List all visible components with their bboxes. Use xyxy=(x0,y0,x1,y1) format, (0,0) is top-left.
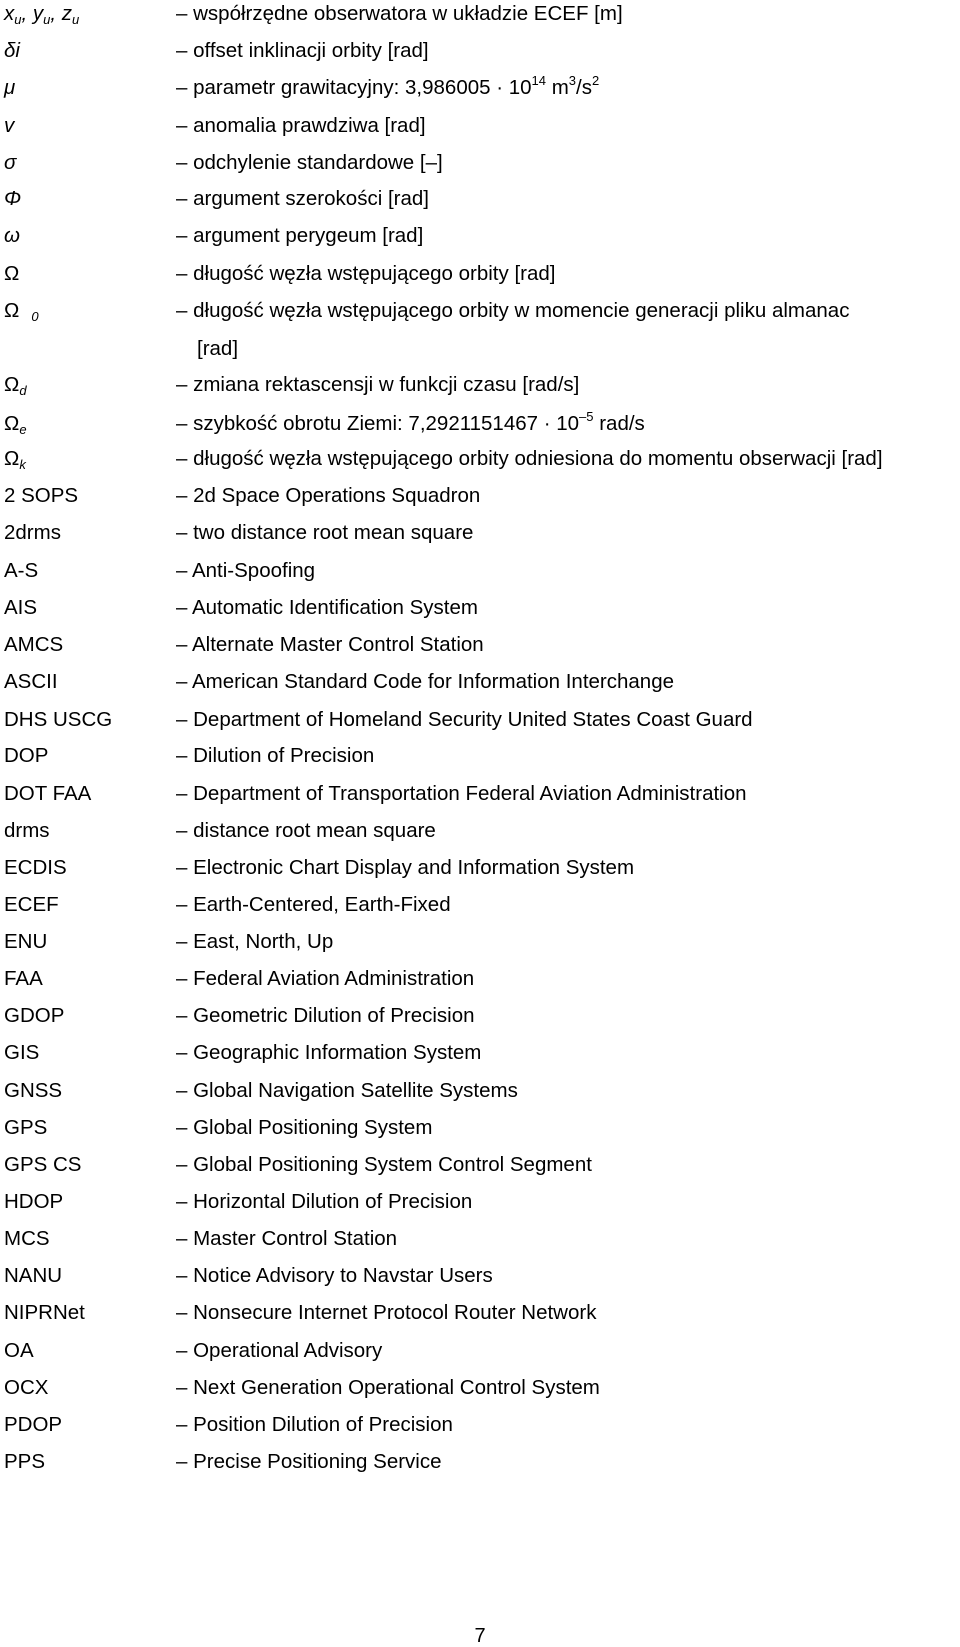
definition: – Earth-Centered, Earth-Fixed xyxy=(176,893,451,916)
abbreviation: A-S xyxy=(4,559,39,582)
symbol-entry-inclination-offset xyxy=(0,39,960,75)
abbreviation-entry-gdop xyxy=(0,1004,960,1040)
abbreviation: PDOP xyxy=(4,1413,63,1436)
definition: – anomalia prawdziwa [rad] xyxy=(176,114,426,137)
symbol: δi xyxy=(4,39,20,62)
definition: – długość węzła wstępującego orbity odniesiona do momentu obserwacji [rad] xyxy=(176,447,883,470)
abbreviation: GPS CS xyxy=(4,1153,82,1176)
abbreviation-entry-ecdis xyxy=(0,856,960,892)
abbreviation: ECEF xyxy=(4,893,59,916)
abbreviation: DOT FAA xyxy=(4,782,92,805)
definition: – Notice Advisory to Navstar Users xyxy=(176,1264,493,1287)
abbreviation-entry-2drms xyxy=(0,521,960,557)
abbreviation: GIS xyxy=(4,1041,40,1064)
definition: – odchylenie standardowe [–] xyxy=(176,151,443,174)
definition: – argument szerokości [rad] xyxy=(176,187,429,210)
page-number: 7 xyxy=(474,1625,486,1647)
abbreviation-entry-gps xyxy=(0,1116,960,1152)
symbol: v xyxy=(4,114,15,137)
definition: – Department of Transportation Federal Aviation Administration xyxy=(176,782,747,805)
abbreviation-entry-dop xyxy=(0,744,960,780)
definition: – Alternate Master Control Station xyxy=(176,633,484,656)
symbol-entry-ascending-node-longitude-observation xyxy=(0,447,960,483)
definition: – długość węzła wstępującego orbity [rad] xyxy=(176,262,556,285)
symbol: μ xyxy=(4,76,16,99)
abbreviation-entry-a-s xyxy=(0,559,960,595)
definition: – Dilution of Precision xyxy=(176,744,375,767)
abbreviation: GNSS xyxy=(4,1079,63,1102)
abbreviation: 2drms xyxy=(4,521,61,544)
abbreviation-entry-niprnet xyxy=(0,1301,960,1337)
definition: – Position Dilution of Precision xyxy=(176,1413,453,1436)
abbreviation: ECDIS xyxy=(4,856,67,879)
abbreviation: AIS xyxy=(4,596,38,619)
abbreviation-entry-pdop xyxy=(0,1413,960,1449)
symbol-entry-true-anomaly xyxy=(0,114,960,150)
abbreviation: HDOP xyxy=(4,1190,64,1213)
abbreviation: NANU xyxy=(4,1264,63,1287)
abbreviation-entry-drms xyxy=(0,819,960,855)
definition: – Anti-Spoofing xyxy=(176,559,316,582)
abbreviation-entry-ais xyxy=(0,596,960,632)
symbol-entry-observer-coordinates xyxy=(0,2,960,38)
symbol: σ xyxy=(4,151,17,174)
abbreviation: NIPRNet xyxy=(4,1301,85,1324)
symbol: Φ xyxy=(4,187,22,210)
symbol-entry-gravitational-parameter xyxy=(0,73,960,112)
definition: – Precise Positioning Service xyxy=(176,1450,442,1473)
definition: – argument perygeum [rad] xyxy=(176,224,424,247)
abbreviation: DOP xyxy=(4,744,49,767)
definition: – parametr grawitacyjny: $3,986005 \cdot 10^{14}$ $m^3/s^2$ xyxy=(176,73,600,99)
abbreviation-entry-pps xyxy=(0,1450,960,1486)
abbreviation-entry-hdop xyxy=(0,1190,960,1226)
definition: – distance root mean square xyxy=(176,819,436,842)
abbreviation: AMCS xyxy=(4,633,64,656)
definition: – Department of Homeland Security United States Coast Guard xyxy=(176,708,753,731)
symbol-entry-right-ascension-rate xyxy=(0,373,960,409)
symbol-entry-earth-rotation-rate xyxy=(0,409,960,448)
abbreviation: DHS USCG xyxy=(4,708,113,731)
definition-continuation: [rad] xyxy=(197,337,239,360)
definition: – 2d Space Operations Squadron xyxy=(176,484,481,507)
abbreviation-entry-oa xyxy=(0,1339,960,1375)
definition: – Electronic Chart Display and Information System xyxy=(176,856,635,879)
definition: – szybkość obrotu Ziemi: $7,2921151467 \cdot 10^{-5}$ rad/s xyxy=(176,409,645,435)
definition: – Geographic Information System xyxy=(176,1041,482,1064)
abbreviation: PPS xyxy=(4,1450,46,1473)
abbreviation-entry-ocx xyxy=(0,1376,960,1412)
abbreviation-entry-faa xyxy=(0,967,960,1003)
abbreviation-entry-gis xyxy=(0,1041,960,1077)
definition: – Master Control Station xyxy=(176,1227,398,1250)
definition: – Automatic Identification System xyxy=(176,596,478,619)
abbreviation-entry-dhs-uscg xyxy=(0,708,960,744)
definition: – Horizontal Dilution of Precision xyxy=(176,1190,473,1213)
definition: – zmiana rektascensji w funkcji czasu [rad/s] xyxy=(176,373,580,396)
abbreviation-entry-gnss xyxy=(0,1079,960,1115)
symbol-entry-standard-deviation xyxy=(0,151,960,187)
abbreviation-entry-2-sops xyxy=(0,484,960,520)
symbol: ω xyxy=(4,224,20,247)
abbreviation-entry-mcs xyxy=(0,1227,960,1263)
symbol: $\Omega_e$ xyxy=(4,412,27,437)
abbreviation-entry-ascii xyxy=(0,670,960,706)
abbreviation: GDOP xyxy=(4,1004,65,1027)
symbol-entry-argument-of-latitude xyxy=(0,187,960,223)
abbreviation: MCS xyxy=(4,1227,50,1250)
definition: – współrzędne obserwatora w układzie ECEF [m] xyxy=(176,2,623,25)
abbreviation: ASCII xyxy=(4,670,58,693)
symbol-entry-argument-of-perigee xyxy=(0,224,960,260)
symbol: $x_u$, $y_u$, $z_u$ xyxy=(4,2,80,27)
definition: – Next Generation Operational Control System xyxy=(176,1376,600,1399)
symbol: Ω xyxy=(4,262,20,285)
abbreviation-entry-amcs xyxy=(0,633,960,669)
symbol: $\Omega_d$ xyxy=(4,373,27,398)
abbreviation: OA xyxy=(4,1339,34,1362)
definition: – Global Positioning System Control Segment xyxy=(176,1153,592,1176)
definition: – Operational Advisory xyxy=(176,1339,383,1362)
symbol-entry-ascending-node-longitude xyxy=(0,262,960,298)
definition: – East, North, Up xyxy=(176,930,334,953)
abbreviation-entry-nanu xyxy=(0,1264,960,1300)
definition: – American Standard Code for Information Interchange xyxy=(176,670,675,693)
abbreviation: ENU xyxy=(4,930,48,953)
abbreviation: drms xyxy=(4,819,50,842)
definition: – Nonsecure Internet Protocol Router Network xyxy=(176,1301,597,1324)
definition: – Federal Aviation Administration xyxy=(176,967,475,990)
abbreviation: OCX xyxy=(4,1376,49,1399)
abbreviation-entry-ecef xyxy=(0,893,960,929)
definition: – two distance root mean square xyxy=(176,521,474,544)
definition: – Geometric Dilution of Precision xyxy=(176,1004,475,1027)
definition: – offset inklinacji orbity [rad] xyxy=(176,39,429,62)
definition: – Global Positioning System xyxy=(176,1116,433,1139)
symbol: $\Omega_k$ xyxy=(4,447,26,472)
definition: – Global Navigation Satellite Systems xyxy=(176,1079,518,1102)
symbol-entry-ascending-node-longitude-almanac xyxy=(0,299,960,371)
abbreviation-entry-gps-cs xyxy=(0,1153,960,1189)
abbreviation: GPS xyxy=(4,1116,48,1139)
abbreviation-entry-dot-faa xyxy=(0,782,960,818)
abbreviation: FAA xyxy=(4,967,43,990)
abbreviation: 2 SOPS xyxy=(4,484,79,507)
definition: – długość węzła wstępującego orbity w momencie generacji pliku almanac xyxy=(176,299,850,322)
symbol: Ω $_0$ xyxy=(4,299,39,324)
abbreviation-entry-enu xyxy=(0,930,960,966)
